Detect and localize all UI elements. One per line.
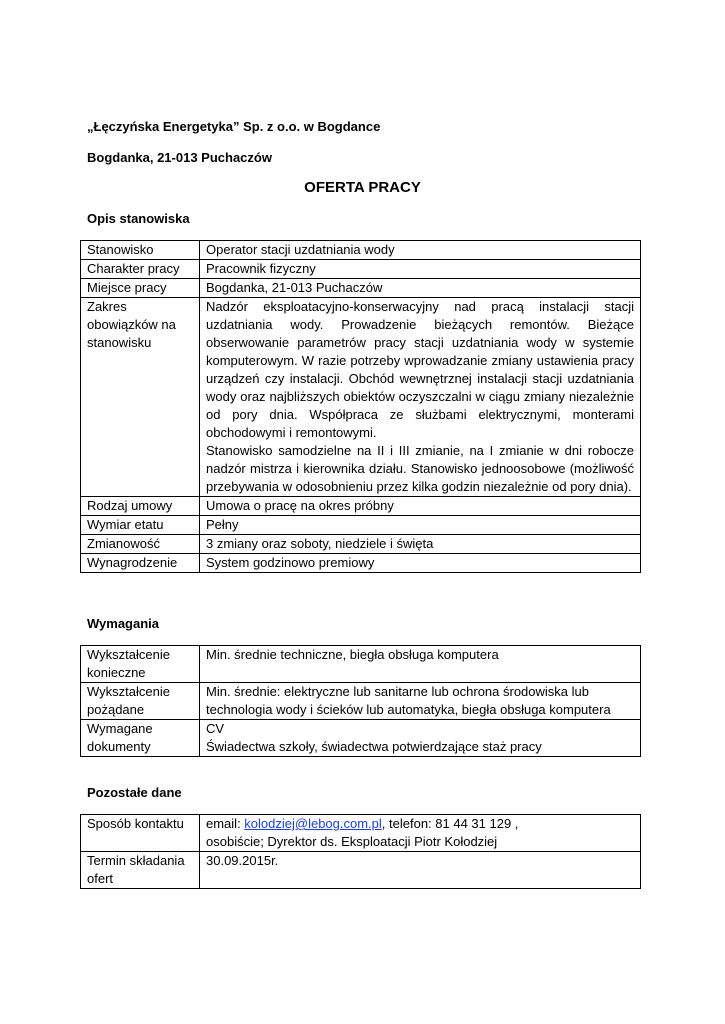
table-row xyxy=(81,815,641,852)
row-label: Wykształcenie pożądane xyxy=(81,683,200,720)
row-label: Zmianowość xyxy=(81,535,200,554)
row-label: Wynagrodzenie xyxy=(81,554,200,573)
row-label: Wykształcenie konieczne xyxy=(81,646,200,683)
wymagania-table xyxy=(80,645,641,757)
email-link[interactable]: kolodziej@lebog.com.pl xyxy=(244,816,382,831)
row-label: Wymiar etatu xyxy=(81,516,200,535)
duties-paragraph: Nadzór eksploatacyjno-konserwacyjny nad pracą instalacji stacji uzdatniania wody. Prowadzenie bieżących remontów. Bieżące obserwowanie parametrów pracy stacji uzdatniania wody w systemie komputerowym. W razie potrzeby wprowadzanie zmiany ustawienia pracy urządzeń czy instalacji. Obchód wewnętrznej instalacji stacji uzdatniania wody oraz najbliższych obiektów oczyszczalni w ciągu zmiany niezależnie od pory dnia. Współpraca ze służbami elektrycznymi, monterami obchodowymi i remontowymi. xyxy=(206,299,634,440)
table-row xyxy=(81,683,641,720)
table-row xyxy=(81,646,641,683)
row-label: Wymagane dokumenty xyxy=(81,720,200,757)
row-value: System godzinowo premiowy xyxy=(200,554,641,573)
company-address: Bogdanka, 21-013 Puchaczów xyxy=(87,150,272,165)
table-row xyxy=(81,852,641,889)
document-item: Świadectwa szkoły, świadectwa potwierdzające staż pracy xyxy=(206,739,542,754)
row-label: Zakres obowiązków na stanowisku xyxy=(81,298,200,497)
table-row xyxy=(81,260,641,279)
row-value: Operator stacji uzdatniania wody xyxy=(200,241,641,260)
table-row xyxy=(81,298,641,497)
row-value: Pracownik fizyczny xyxy=(200,260,641,279)
company-name: „Łęczyńska Energetyka” Sp. z o.o. w Bogdance xyxy=(87,119,381,134)
opis-table xyxy=(80,240,641,573)
contact-line: osobiście; Dyrektor ds. Eksploatacji Piotr Kołodziej xyxy=(206,834,498,849)
table-row xyxy=(81,535,641,554)
section-heading-wymagania: Wymagania xyxy=(87,616,160,631)
table-row xyxy=(81,279,641,298)
document-item: CV xyxy=(206,721,225,736)
row-label: Miejsce pracy xyxy=(81,279,200,298)
row-label: Sposób kontaktu xyxy=(81,815,200,852)
row-value: Pełny xyxy=(200,516,641,535)
table-row xyxy=(81,720,641,757)
row-label: Stanowisko xyxy=(81,241,200,260)
row-label: Charakter pracy xyxy=(81,260,200,279)
section-heading-pozostale: Pozostałe dane xyxy=(87,785,182,800)
email-prefix: email: xyxy=(206,816,245,831)
row-value: Min. średnie: elektryczne lub sanitarne lub ochrona środowiska lub technologia wody i ścieków lub automatyka, biegła obsługa komputera xyxy=(200,683,641,720)
table-row xyxy=(81,241,641,260)
table-row xyxy=(81,497,641,516)
row-label: Rodzaj umowy xyxy=(81,497,200,516)
section-heading-opis: Opis stanowiska xyxy=(87,211,190,226)
row-value xyxy=(200,298,641,497)
row-value: 30.09.2015r. xyxy=(200,852,641,889)
row-value xyxy=(200,815,641,852)
row-value: Umowa o pracę na okres próbny xyxy=(200,497,641,516)
page-title: OFERTA PRACY xyxy=(304,179,421,196)
row-label: Termin składania ofert xyxy=(81,852,200,889)
row-value xyxy=(200,720,641,757)
row-value: Min. średnie techniczne, biegła obsługa komputera xyxy=(200,646,641,683)
table-row xyxy=(81,516,641,535)
row-value: 3 zmiany oraz soboty, niedziele i święta xyxy=(200,535,641,554)
duties-paragraph: Stanowisko samodzielne na II i III zmianie, na I zmianie w dni robocze nadzór mistrza i kierownika działu. Stanowisko jednoosobowe (możliwość przebywania w odosobnieniu przez kilka godzin niezależnie od pory dnia). xyxy=(206,443,634,494)
row-value: Bogdanka, 21-013 Puchaczów xyxy=(200,279,641,298)
pozostale-table xyxy=(80,814,641,889)
contact-line xyxy=(206,815,634,833)
phone-text: , telefon: 81 44 31 129 , xyxy=(381,816,519,831)
table-row xyxy=(81,554,641,573)
